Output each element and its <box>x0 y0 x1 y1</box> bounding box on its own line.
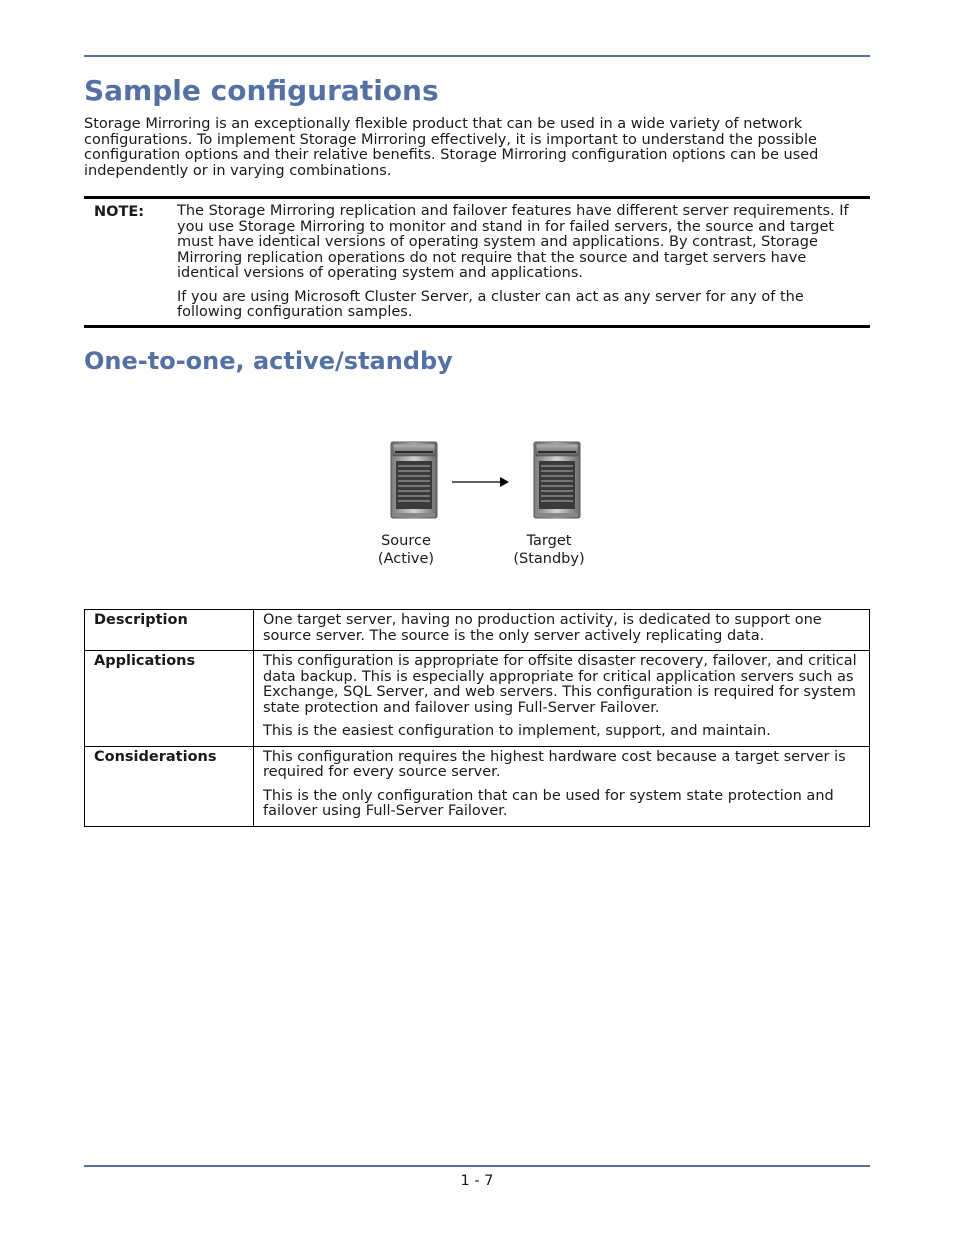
row-label: Description <box>85 610 254 651</box>
note-paragraph: The Storage Mirroring replication and failover features have different server requirements. If you use Storage Mirroring to monitor and stand in for failed servers, the source and target must have identical versions of operating system and applications. By contrast, Storage Mirroring replication operations do not require that the source and target servers have identical versions of operating system and applications. <box>177 203 849 281</box>
server-icon <box>390 441 438 519</box>
row-content <box>254 610 870 651</box>
note-box <box>84 196 870 328</box>
source-name: Source <box>381 533 431 549</box>
row-content <box>254 651 870 747</box>
configuration-table <box>84 609 870 827</box>
server-icon <box>533 441 581 519</box>
target-role: (Standby) <box>513 551 585 567</box>
source-label <box>346 532 466 568</box>
page-number: 1 - 7 <box>460 1173 494 1189</box>
row-paragraph: This configuration is appropriate for offsite disaster recovery, failover, and critical data backup. This is especially appropriate for critical application servers such as Exchange, SQL Server, and web servers. This configuration is required for system state protection and failover using Full-Server Failover. <box>263 653 857 716</box>
row-paragraph: This configuration requires the highest hardware cost because a target server is required for every source server. <box>263 748 846 780</box>
intro-paragraph: Storage Mirroring is an exceptionally flexible product that can be used in a wide variety of network configurations. To implement Storage Mirroring effectively, it is important to understand the possible configuration options and their relative benefits. Storage Mirroring configuration options can be used independently or in varying combinations. <box>84 116 819 179</box>
page-title: Sample configurations <box>84 74 439 107</box>
table-row <box>85 746 870 826</box>
note-body <box>177 204 871 329</box>
table-row <box>85 651 870 747</box>
row-label: Considerations <box>85 746 254 826</box>
row-paragraph: One target server, having no production activity, is dedicated to support one source server. The source is the only server actively replicating data. <box>263 612 822 644</box>
target-label <box>489 532 609 568</box>
arrow-right-icon <box>452 475 512 489</box>
row-paragraph: This is the only configuration that can be used for system state protection and failover using Full-Server Failover. <box>263 787 834 819</box>
footer-rule <box>84 1165 870 1167</box>
row-content <box>254 746 870 826</box>
row-label: Applications <box>85 651 254 747</box>
target-name: Target <box>526 533 572 549</box>
table-row <box>85 610 870 651</box>
row-paragraph: This is the easiest configuration to implement, support, and maintain. <box>263 723 771 739</box>
note-paragraph: If you are using Microsoft Cluster Server, a cluster can act as any server for any of the following configuration samples. <box>177 288 804 320</box>
header-rule <box>84 55 870 57</box>
source-role: (Active) <box>377 551 435 567</box>
section-title: One-to-one, active/standby <box>84 347 453 375</box>
note-label: NOTE: <box>94 204 145 220</box>
